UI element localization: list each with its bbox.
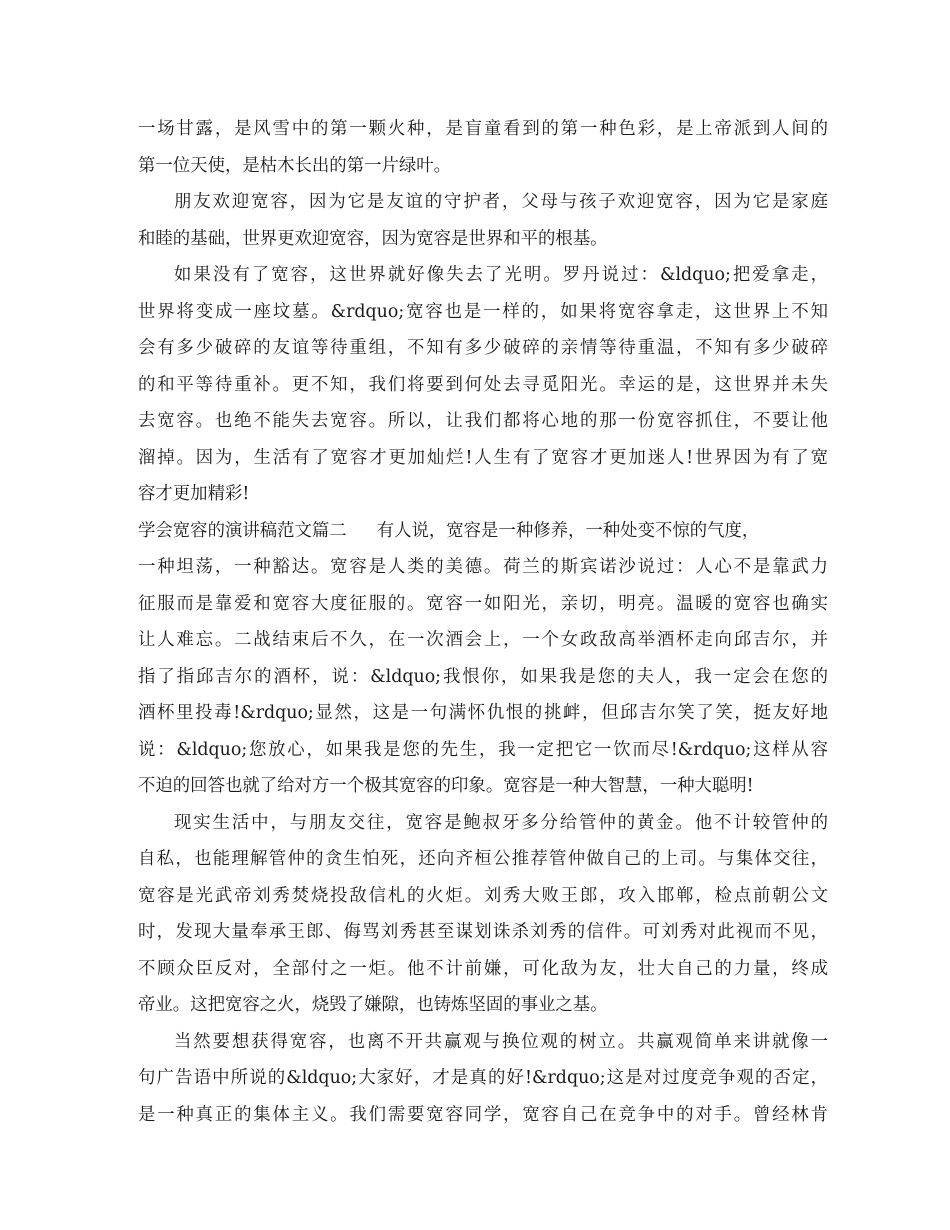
paragraph-line: 不顾众臣反对，全部付之一炬。他不计前嫌，可化敌为友，壮大自己的力量，终成 xyxy=(138,958,828,979)
paragraph-line: 是一种真正的集体主义。我们需要宽容同学，宽容自己在竞争中的对手。曾经林肯 xyxy=(138,1104,828,1125)
section-heading-line xyxy=(138,513,828,550)
paragraph-line: 时，发现大量奉承王郎、侮骂刘秀甚至谋划诛杀刘秀的信件。可刘秀对此视而不见， xyxy=(138,922,828,942)
paragraph-line: 一场甘露，是风雪中的第一颗火种，是盲童看到的第一种色彩，是上帝派到人间的 xyxy=(138,119,828,139)
paragraph-line: 当然要想获得宽容，也离不开共赢观与换位观的树立。共赢观简单来讲就像一 xyxy=(174,1031,828,1052)
paragraph-line: 和睦的基础，世界更欢迎宽容，因为宽容是世界和平的根基。 xyxy=(138,228,608,249)
paragraph-line: 朋友欢迎宽容，因为它是友谊的守护者，父母与孩子欢迎宽容，因为它是家庭 xyxy=(174,192,828,212)
section-title: 学会宽容的演讲稿范文篇二 xyxy=(138,520,347,541)
paragraph-line: 第一位天使，是枯木长出的第一片绿叶。 xyxy=(138,155,452,176)
paragraph-line: 一种坦荡，一种豁达。宽容是人类的美德。荷兰的斯宾诺沙说过：人心不是靠武力 xyxy=(138,557,828,577)
paragraph-line: 征服而是靠爱和宽容大度征服的。宽容一如阳光，亲切，明亮。温暖的宽容也确实 xyxy=(138,593,828,614)
document-body xyxy=(138,111,828,1133)
paragraph-line: 世界将变成一座坟墓。&rdquo;宽容也是一样的，如果将宽容拿走，这世界上不知 xyxy=(138,301,828,322)
paragraph-line: 去宽容。也绝不能失去宽容。所以，让我们都将心地的那一份宽容抓住，不要让他 xyxy=(138,411,828,431)
paragraph-line: 如果没有了宽容，这世界就好像失去了光明。罗丹说过：&ldquo;把爱拿走， xyxy=(174,265,828,285)
section-first-line: 有人说，宽容是一种修养，一种处变不惊的气度， xyxy=(376,520,760,541)
paragraph-line: 指了指邱吉尔的酒杯，说：&ldquo;我恨你，如果我是您的夫人，我一定会在您的 xyxy=(138,666,828,687)
paragraph-line: 的和平等待重补。更不知，我们将要到何处去寻觅阳光。幸运的是，这世界并未失 xyxy=(138,374,828,395)
paragraph-line: 溜掉。因为，生活有了宽容才更加灿烂!人生有了宽容才更加迷人!世界因为有了宽 xyxy=(138,447,828,468)
paragraph-line: 不迫的回答也就了给对方一个极其宽容的印象。宽容是一种大智慧，一种大聪明! xyxy=(138,776,754,796)
paragraph-line: 帝业。这把宽容之火，烧毁了嫌隙，也铸炼坚固的事业之基。 xyxy=(138,995,608,1015)
paragraph-line: 句广告语中所说的&ldquo;大家好，才是真的好!&rdquo;这是对过度竞争观的否定， xyxy=(138,1068,828,1088)
paragraph-line: 让人难忘。二战结束后不久，在一次酒会上，一个女政敌高举酒杯走向邱吉尔，并 xyxy=(138,630,828,650)
paragraph-line: 自私，也能理解管仲的贪生怕死，还向齐桓公推荐管仲做自己的上司。与集体交往， xyxy=(138,849,828,869)
paragraph-line: 宽容是光武帝刘秀焚烧投敌信札的火炬。刘秀大败王郎，攻入邯郸，检点前朝公文 xyxy=(138,885,828,906)
paragraph-line: 现实生活中，与朋友交往，宽容是鲍叔牙多分给管仲的黄金。他不计较管仲的 xyxy=(174,812,828,833)
paragraph-line: 会有多少破碎的友谊等待重组，不知有多少破碎的亲情等待重温，不知有多少破碎 xyxy=(138,338,828,358)
paragraph-line: 说：&ldquo;您放心，如果我是您的先生，我一定把它一饮而尽!&rdquo;这样从容 xyxy=(138,739,828,760)
paragraph-line: 酒杯里投毒!&rdquo;显然，这是一句满怀仇恨的挑衅，但邱吉尔笑了笑，挺友好地 xyxy=(138,703,828,723)
paragraph-line: 容才更加精彩! xyxy=(138,484,250,504)
